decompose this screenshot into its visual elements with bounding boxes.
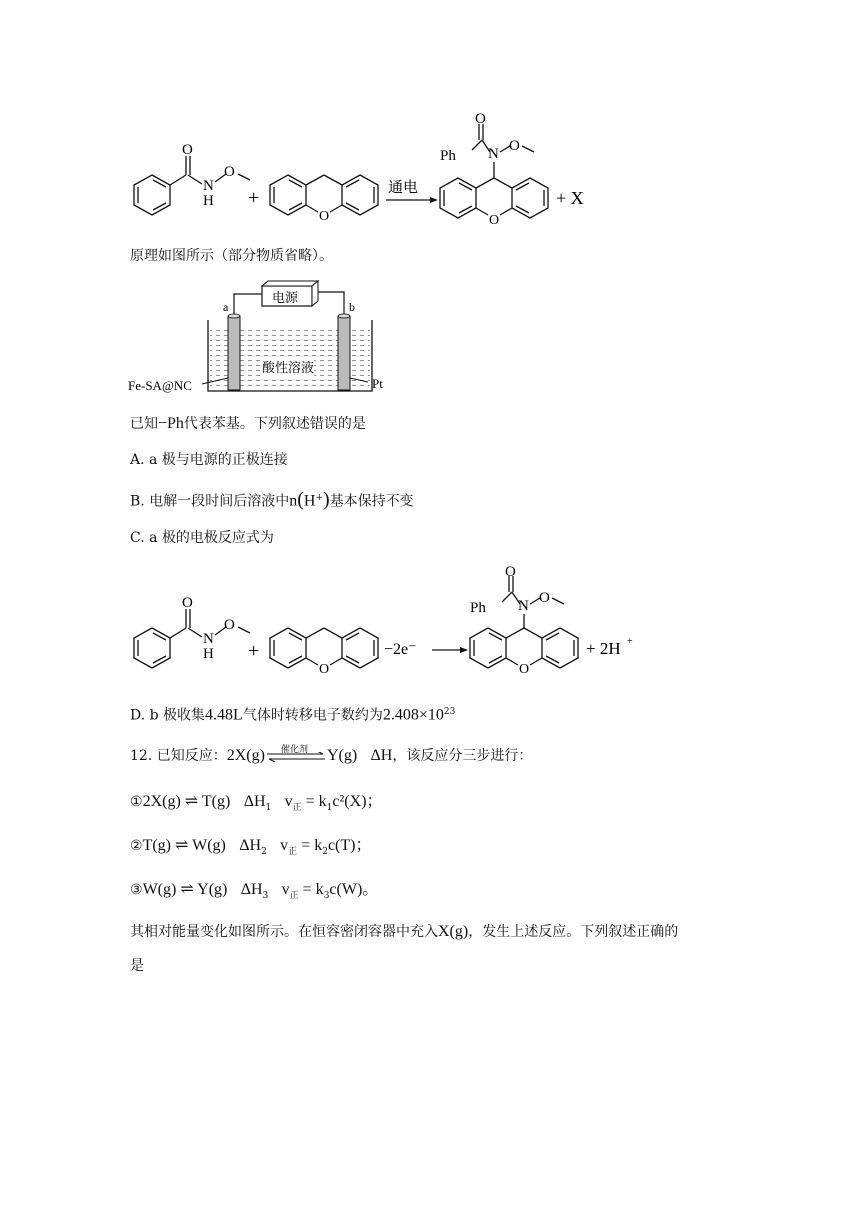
- plus-sign: +: [248, 187, 260, 209]
- phenyl-label: Ph: [470, 600, 486, 616]
- carbonyl-o: O: [182, 142, 193, 158]
- right-electrode-material: Pt: [372, 376, 383, 391]
- option-b: B. 电解一段时间后溶液中n(H+)基本保持不变: [130, 488, 414, 511]
- product-ring-o: O: [489, 213, 500, 228]
- methoxy-o: O: [224, 164, 235, 180]
- reaction-scheme-1: [120, 110, 610, 230]
- electrode-b-label: b: [349, 300, 355, 314]
- product-molecule: [440, 124, 548, 218]
- ring-o: O: [319, 209, 330, 224]
- electrode-a-label: a: [223, 300, 229, 314]
- product-carbonyl-o: O: [505, 566, 516, 580]
- question-12-stem: 12. 已知反应：2X(g) 催化剂 Y(g) ΔH，该反应分三步进行：: [130, 746, 532, 766]
- catalyst-label: 催化剂: [280, 745, 308, 755]
- electrolysis-cell-diagram: [128, 278, 418, 403]
- equilibrium-arrow: [265, 752, 327, 762]
- carbonyl-o: O: [182, 595, 193, 611]
- electron-loss: −2e⁻: [384, 641, 417, 658]
- left-electrode-material: Fe-SA@NC: [128, 378, 192, 393]
- option-a: A. a 极与电源的正极连接: [130, 452, 288, 468]
- product-n: N: [488, 146, 499, 162]
- amide-n: N: [203, 178, 214, 194]
- electrode-equation: [120, 566, 640, 686]
- power-label: 电源: [272, 291, 299, 306]
- product-methoxy-o: O: [509, 138, 520, 154]
- plus-sign: +: [248, 640, 260, 662]
- product-n: N: [518, 598, 529, 614]
- product-ring-o: O: [519, 662, 530, 677]
- phenyl-label: Ph: [440, 148, 456, 164]
- step-2: ②T(g) ⇌ W(g) $\Delta H_2$ $v_正 = k_2c(T)$；: [130, 837, 372, 857]
- product-methoxy-o: O: [539, 590, 550, 606]
- known-statement: 已知−Ph代表苯基。下列叙述错误的是: [130, 415, 366, 432]
- electrode-a: [228, 316, 240, 390]
- principle-text: 原理如图所示（部分物质省略）。: [130, 248, 333, 264]
- product-carbonyl-o: O: [475, 111, 486, 127]
- option-d: D. b 极收集4.48L气体时转移电子数约为$2.408\times 10^{23}$: [130, 706, 456, 724]
- byproduct-x: + X: [556, 188, 584, 208]
- step-3: ③W(g) ⇌ Y(g) $\Delta H_3$ $v_正 = k_3c(W)$。: [130, 881, 379, 901]
- ring-o: O: [319, 662, 330, 677]
- methoxy-o: O: [224, 617, 235, 633]
- arrow-label: 通电: [388, 178, 419, 196]
- amide-n: N: [203, 631, 214, 647]
- electrode-b: [338, 316, 350, 390]
- question-12-closing: 其相对能量变化如图所示。在恒容密闭容器中充入X(g)，发生上述反应。下列叙述正确的: [130, 923, 679, 940]
- amide-h: H: [203, 193, 214, 209]
- proton-charge: +: [627, 636, 633, 647]
- question-12-closing-end: 是: [130, 958, 144, 974]
- amide-h: H: [203, 646, 214, 662]
- option-c: C. a 极的电极反应式为: [130, 530, 274, 546]
- step-1: ①2X(g) ⇌ T(g) $\Delta H_1$ $v_正 = k_1c^2(X)$；: [130, 793, 383, 813]
- proton-product: + 2H: [586, 639, 621, 658]
- solution-label: 酸性溶液: [262, 361, 315, 376]
